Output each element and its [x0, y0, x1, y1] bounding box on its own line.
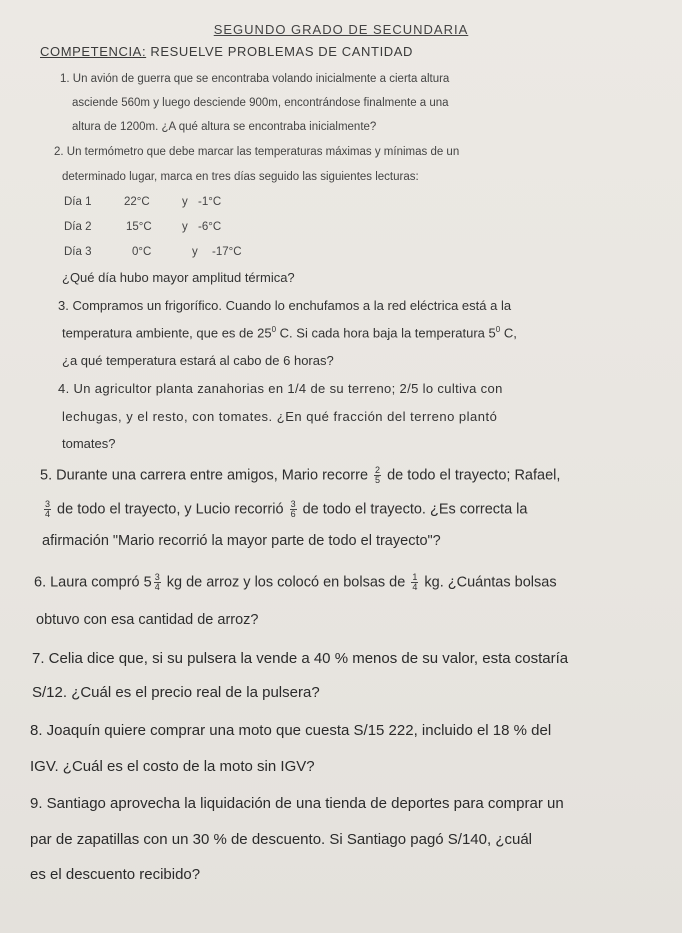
- problem-9-line-2: par de zapatillas con un 30 % de descuento. Si Santiago pagó S/140, ¿cuál: [30, 831, 533, 848]
- problem-1-line-1: 1. Un avión de guerra que se encontraba volando inicialmente a cierta altura: [60, 73, 450, 85]
- numerator: 3: [45, 499, 51, 509]
- denominator: 4: [45, 509, 51, 519]
- denominator: 4: [412, 582, 418, 592]
- reading-max: 0°C: [132, 246, 152, 258]
- problem-5-text-d: de todo el trayecto. ¿Es correcta la: [302, 501, 528, 518]
- competencia-text: RESUELVE PROBLEMAS DE CANTIDAD: [150, 44, 414, 59]
- problem-3-text-c: C,: [503, 325, 517, 341]
- page-title: SEGUNDO GRADO DE SECUNDARIA: [213, 22, 469, 37]
- reading-day: Día 3: [64, 246, 92, 258]
- competencia-heading: [40, 44, 413, 59]
- reading-sep: y: [182, 196, 188, 208]
- problem-5-text-b: de todo el trayecto; Rafael,: [387, 467, 561, 484]
- reading-day: Día 1: [64, 196, 92, 208]
- reading-row-day-3: [64, 246, 324, 262]
- problem-8-line-1: 8. Joaquín quiere comprar una moto que cuesta S/15 222, incluido el 18 % del: [30, 722, 552, 739]
- problem-5-line-2: [42, 500, 527, 519]
- problem-6-text-b: kg de arroz y los colocó en bolsas de: [166, 574, 406, 591]
- problem-6-line-2: obtuvo con esa cantidad de arroz?: [36, 612, 259, 628]
- denominator: 6: [290, 509, 296, 519]
- problem-4-line-3: tomates?: [62, 436, 116, 451]
- problem-7-line-2: S/12. ¿Cuál es el precio real de la pulsera?: [32, 684, 320, 701]
- problem-6-line-1: [34, 573, 557, 592]
- degree-mark: 0: [495, 325, 501, 334]
- fraction-2-5: [374, 466, 381, 485]
- numerator: 3: [290, 499, 296, 509]
- degree-mark: 0: [271, 325, 277, 334]
- problem-2-line-1: 2. Un termómetro que debe marcar las temperaturas máximas y mínimas de un: [54, 146, 460, 158]
- problem-6-text-a: 6. Laura compró 5: [34, 574, 152, 591]
- problem-3-line-2: [62, 325, 517, 340]
- reading-sep: y: [182, 221, 188, 233]
- problem-5-text-c: de todo el trayecto, y Lucio recorrió: [57, 501, 284, 518]
- problem-4-line-1: 4. Un agricultor planta zanahorias en 1/4 de su terreno; 2/5 lo cultiva con: [58, 381, 503, 396]
- problem-8-line-2: IGV. ¿Cuál es el costo de la moto sin IGV?: [30, 758, 315, 775]
- problem-5-text-a: 5. Durante una carrera entre amigos, Mario recorre: [40, 467, 369, 484]
- reading-row-day-1: [64, 196, 324, 212]
- fraction-3-4: [154, 573, 161, 592]
- problem-2-line-2: determinado lugar, marca en tres días seguido las siguientes lecturas:: [62, 171, 419, 183]
- problem-5-line-1: [40, 466, 560, 485]
- problem-6-text-c: kg. ¿Cuántas bolsas: [424, 574, 557, 591]
- problem-9-line-3: es el descuento recibido?: [30, 866, 201, 883]
- fraction-3-4: [44, 500, 51, 519]
- problem-3-text-a: temperatura ambiente, que es de 25: [62, 325, 272, 341]
- problem-9-line-1: 9. Santiago aprovecha la liquidación de una tienda de deportes para comprar un: [30, 795, 564, 812]
- problem-3-text-b: C. Si cada hora baja la temperatura 5: [279, 325, 496, 341]
- denominator: 5: [375, 475, 381, 485]
- problem-3-line-1: 3. Compramos un frigorífico. Cuando lo enchufamos a la red eléctrica está a la: [58, 298, 512, 313]
- reading-max: 15°C: [126, 221, 152, 233]
- problem-5-line-3: afirmación "Mario recorrió la mayor parte de todo el trayecto"?: [42, 533, 441, 549]
- fraction-1-4: [411, 573, 418, 592]
- reading-row-day-2: [64, 221, 324, 237]
- reading-min: -1°C: [198, 196, 222, 208]
- problem-1-line-2: asciende 560m y luego desciende 900m, encontrándose finalmente a una: [72, 97, 449, 109]
- problem-3-line-3: ¿a qué temperatura estará al cabo de 6 horas?: [62, 353, 334, 368]
- reading-max: 22°C: [124, 196, 150, 208]
- problem-4-line-2: lechugas, y el resto, con tomates. ¿En qué fracción del terreno plantó: [62, 409, 498, 424]
- reading-day: Día 2: [64, 221, 92, 233]
- problem-1-line-3: altura de 1200m. ¿A qué altura se encontraba inicialmente?: [72, 121, 377, 133]
- reading-min: -17°C: [212, 246, 242, 258]
- competencia-label: COMPETENCIA:: [40, 44, 147, 59]
- reading-sep: y: [192, 246, 198, 258]
- numerator: 2: [375, 465, 381, 475]
- problem-7-line-1: 7. Celia dice que, si su pulsera la vende a 40 % menos de su valor, esta costaría: [32, 650, 569, 667]
- numerator: 1: [412, 572, 418, 582]
- numerator: 3: [154, 572, 160, 582]
- fraction-3-6: [290, 500, 297, 519]
- reading-min: -6°C: [198, 221, 222, 233]
- problem-2-question: ¿Qué día hubo mayor amplitud térmica?: [62, 270, 295, 285]
- denominator: 4: [154, 582, 160, 592]
